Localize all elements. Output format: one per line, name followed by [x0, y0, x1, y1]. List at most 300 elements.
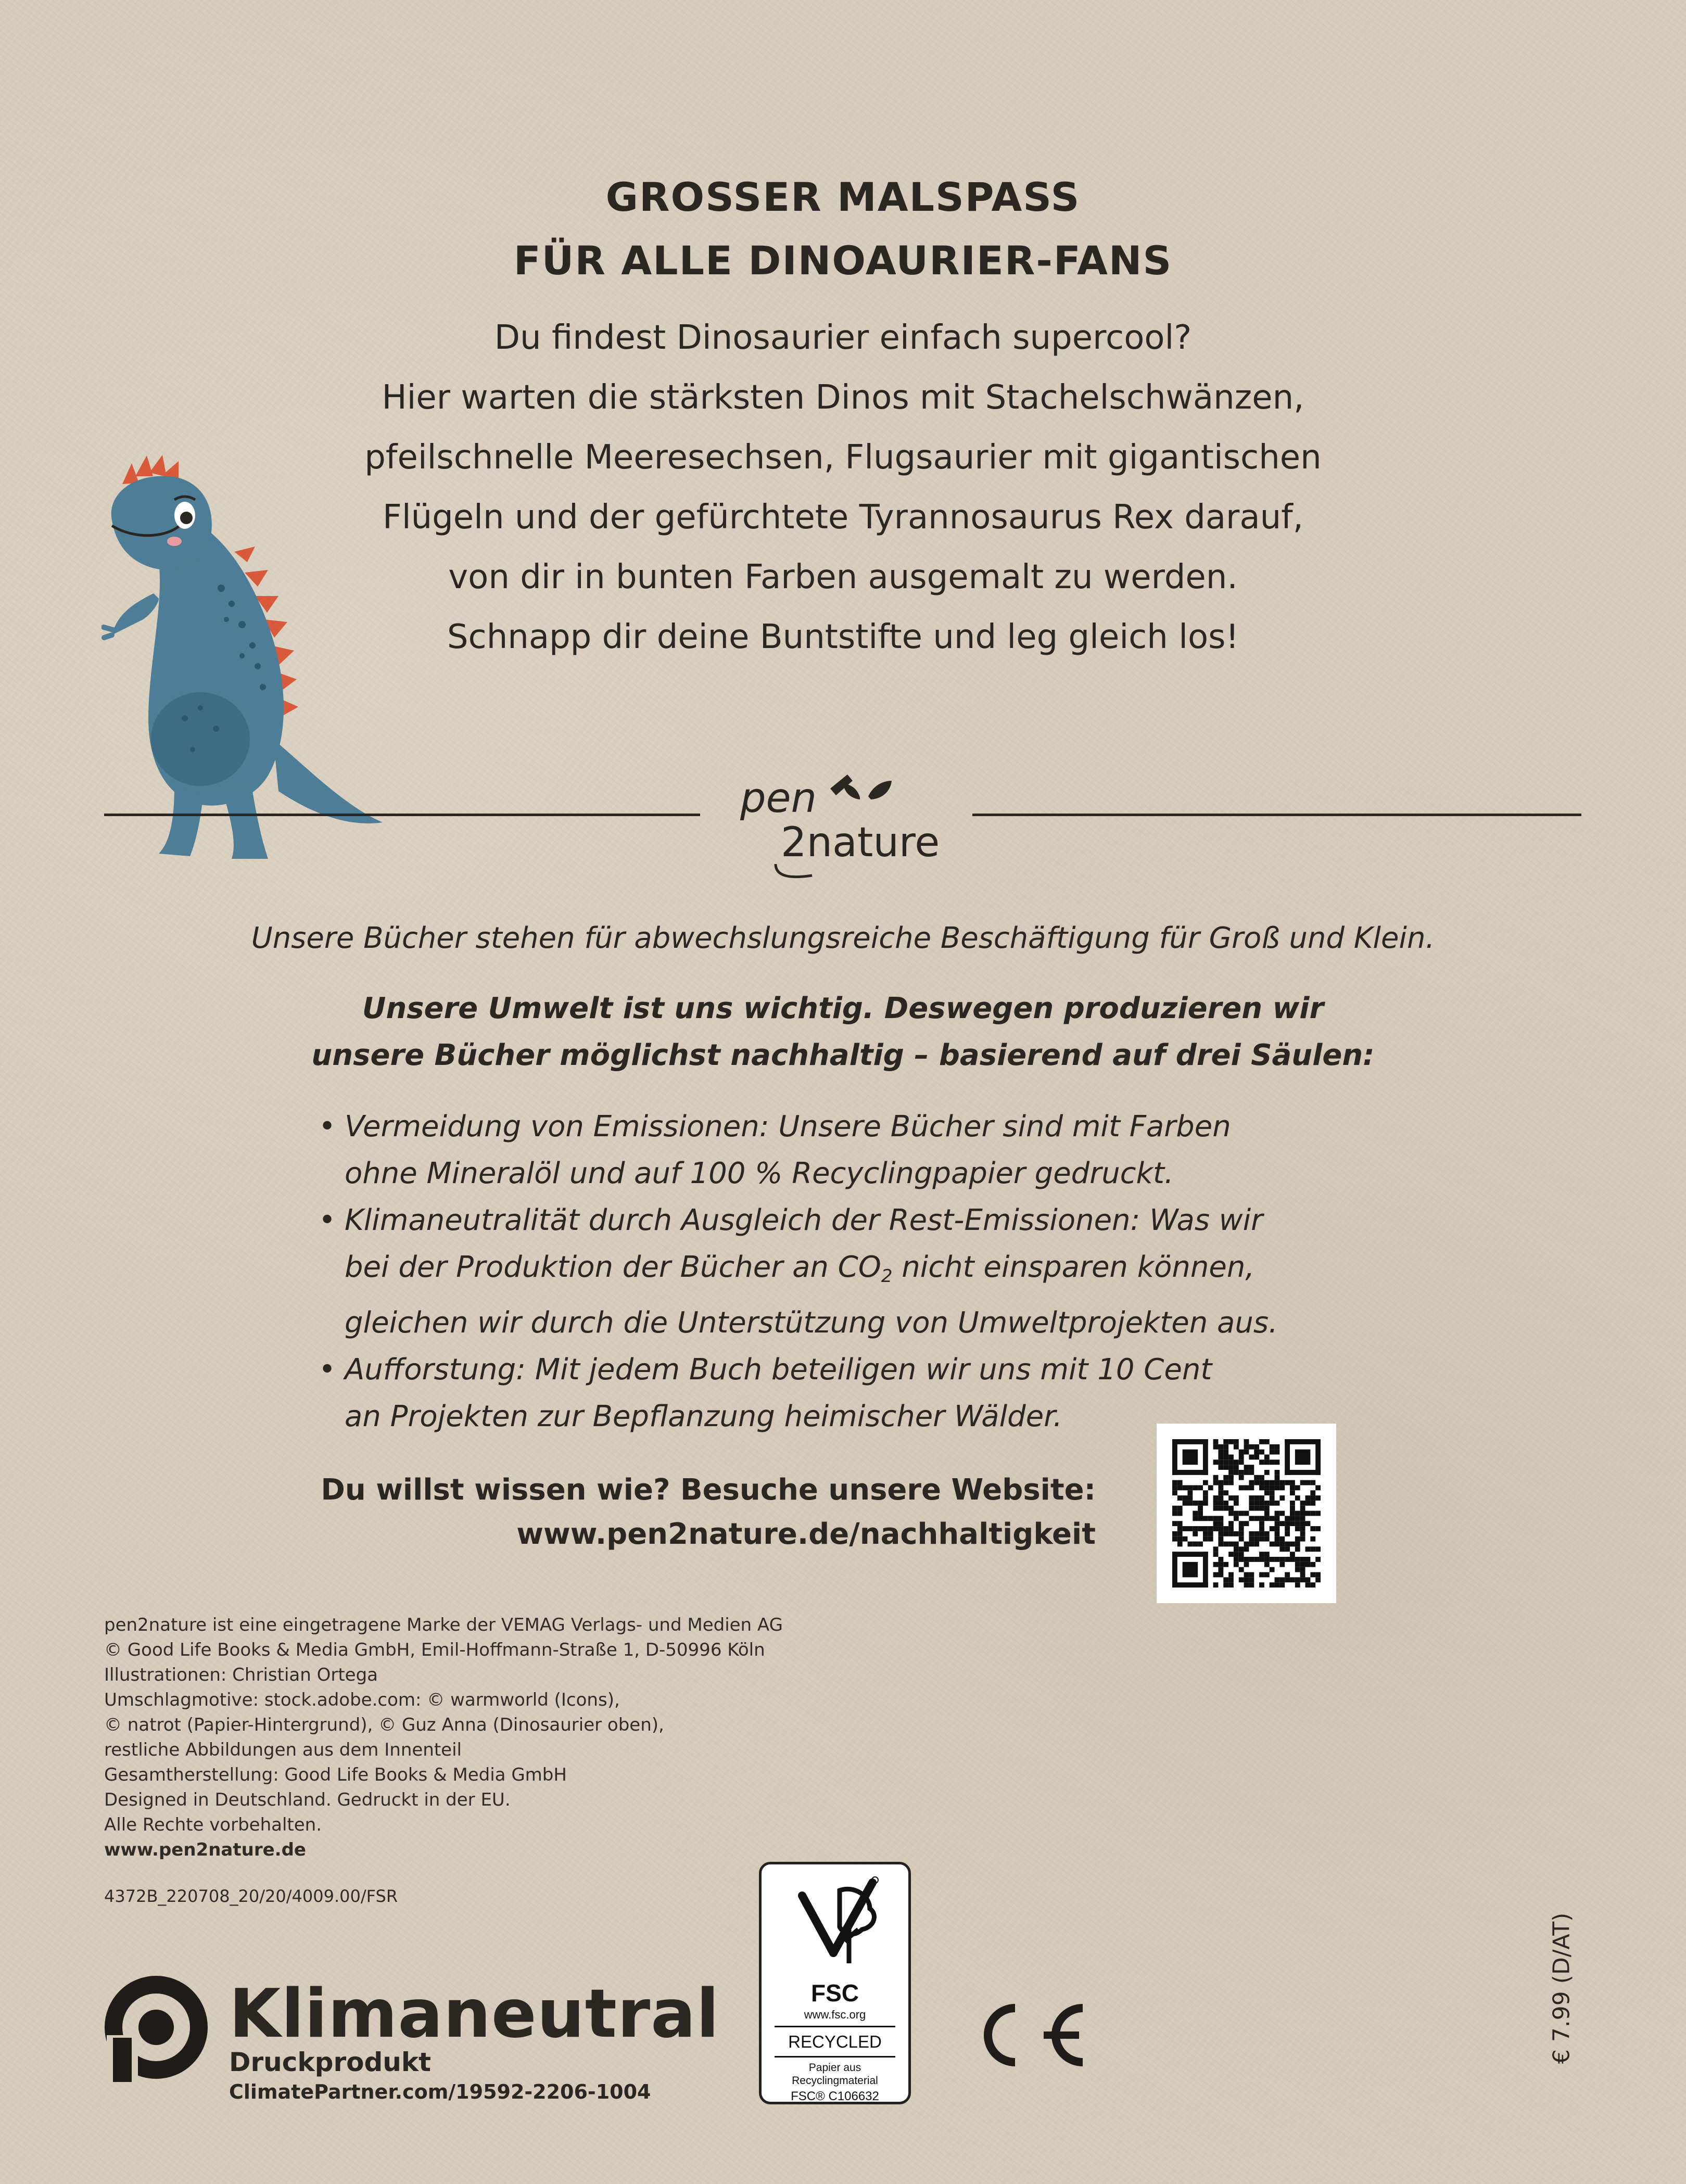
qr-module: [1315, 1577, 1321, 1582]
qr-module: [1244, 1557, 1249, 1562]
qr-module: [1270, 1444, 1275, 1450]
qr-module: [1218, 1516, 1223, 1521]
intro-text: [0, 308, 1686, 667]
qr-module: [1223, 1465, 1228, 1470]
qr-module: [1264, 1485, 1270, 1490]
qr-module: [1223, 1450, 1228, 1455]
qr-module: [1213, 1501, 1219, 1506]
qr-module: [1228, 1475, 1234, 1480]
qr-module: [1249, 1501, 1254, 1506]
qr-module: [1244, 1582, 1249, 1588]
qr-module: [1285, 1557, 1290, 1562]
environment-line: Unsere Umwelt ist uns wichtig. Deswegen produzieren wir: [362, 992, 1324, 1025]
qr-module: [1249, 1542, 1254, 1547]
qr-module: [1239, 1577, 1244, 1582]
qr-module: [1249, 1582, 1254, 1588]
qr-module: [1290, 1552, 1295, 1557]
qr-module: [1295, 1567, 1300, 1572]
qr-module: [1300, 1506, 1305, 1511]
qr-module: [1183, 1450, 1198, 1465]
qr-module: [1305, 1501, 1311, 1506]
qr-module: [1183, 1485, 1188, 1490]
qr-module: [1218, 1495, 1223, 1501]
pillar-text: nicht einsparen können,: [892, 1250, 1255, 1284]
qr-module: [1234, 1552, 1239, 1557]
qr-module: [1275, 1521, 1280, 1526]
imprint-line: Designed in Deutschland. Gedruckt in der EU.: [104, 1789, 511, 1810]
qr-module: [1264, 1501, 1270, 1506]
qr-module: [1254, 1495, 1259, 1501]
qr-module: [1244, 1470, 1249, 1475]
qr-module: [1310, 1572, 1315, 1578]
qr-module: [1223, 1501, 1228, 1506]
qr-module: [1300, 1572, 1305, 1578]
pillar-text: bei der Produktion der Bücher an CO: [345, 1250, 881, 1284]
qr-module: [1223, 1582, 1228, 1588]
qr-module: [1213, 1526, 1219, 1531]
qr-module: [1254, 1531, 1259, 1537]
imprint-website-link[interactable]: www.pen2nature.de: [104, 1839, 306, 1860]
qr-module: [1198, 1542, 1203, 1547]
qr-module: [1279, 1480, 1285, 1485]
qr-module: [1264, 1480, 1270, 1485]
qr-module: [1213, 1582, 1219, 1588]
qr-module: [1270, 1495, 1275, 1501]
qr-module: [1218, 1572, 1223, 1578]
fsc-paper-note: [762, 2061, 908, 2087]
qr-module: [1275, 1542, 1280, 1547]
qr-module: [1275, 1480, 1280, 1485]
qr-module: [1172, 1485, 1177, 1490]
pillar-item: [319, 1197, 1370, 1347]
qr-code[interactable]: [1157, 1424, 1336, 1603]
qr-module: [1270, 1542, 1275, 1547]
qr-module: [1279, 1557, 1285, 1562]
qr-module: [1285, 1521, 1290, 1526]
qr-module: [1223, 1562, 1228, 1567]
qr-module: [1239, 1459, 1244, 1465]
qr-module: [1239, 1470, 1244, 1475]
qr-module: [1239, 1557, 1244, 1562]
qr-module: [1218, 1444, 1223, 1450]
qr-module: [1218, 1501, 1223, 1506]
fsc-license-code: FSC® C106632: [791, 2089, 879, 2103]
qr-module: [1234, 1511, 1239, 1516]
qr-module: [1213, 1439, 1219, 1444]
qr-module: [1249, 1572, 1254, 1578]
qr-module: [1208, 1485, 1213, 1490]
qr-module: [1213, 1521, 1219, 1526]
intro-line: Du findest Dinosaurier einfach supercool?: [494, 319, 1192, 357]
qr-module: [1193, 1511, 1198, 1516]
qr-module: [1239, 1450, 1244, 1455]
qr-module: [1203, 1480, 1208, 1485]
qr-module: [1305, 1495, 1311, 1501]
qr-module: [1264, 1557, 1270, 1562]
qr-module: [1259, 1439, 1264, 1444]
qr-module: [1228, 1454, 1234, 1459]
qr-module: [1254, 1557, 1259, 1562]
qr-module: [1300, 1562, 1305, 1567]
qr-module: [1264, 1439, 1270, 1444]
qr-module: [1223, 1444, 1228, 1450]
qr-module: [1310, 1562, 1315, 1567]
qr-module: [1254, 1475, 1259, 1480]
qr-module: [1270, 1557, 1275, 1562]
qr-module: [1264, 1511, 1270, 1516]
qr-module: [1249, 1516, 1254, 1521]
qr-module: [1234, 1516, 1239, 1521]
qr-module: [1270, 1490, 1275, 1495]
qr-module: [1315, 1495, 1321, 1501]
qr-module: [1223, 1506, 1228, 1511]
qr-module: [1315, 1511, 1321, 1516]
qr-module: [1203, 1439, 1208, 1475]
qr-module: [1300, 1511, 1305, 1516]
qr-module: [1223, 1526, 1228, 1531]
qr-module: [1228, 1521, 1234, 1526]
qr-module: [1213, 1506, 1219, 1511]
qr-module: [1279, 1485, 1285, 1490]
qr-module: [1223, 1577, 1228, 1582]
qr-module: [1275, 1537, 1280, 1542]
qr-module: [1315, 1572, 1321, 1578]
qr-module: [1218, 1490, 1223, 1495]
qr-module: [1249, 1470, 1254, 1475]
qr-module: [1172, 1582, 1208, 1588]
qr-module: [1295, 1516, 1300, 1521]
qr-module: [1275, 1557, 1280, 1562]
qr-module: [1244, 1542, 1249, 1547]
qr-module: [1183, 1526, 1188, 1531]
qr-module: [1198, 1501, 1203, 1506]
qr-module: [1305, 1562, 1311, 1567]
qr-module: [1275, 1501, 1280, 1506]
qr-module: [1249, 1557, 1254, 1562]
qr-module: [1228, 1577, 1234, 1582]
pillar-line: [345, 1244, 1370, 1300]
qr-module: [1193, 1485, 1198, 1490]
qr-module: [1285, 1480, 1290, 1485]
qr-module: [1275, 1485, 1280, 1490]
climate-neutral-title: Klimaneutral: [229, 1975, 720, 2053]
qr-module: [1279, 1542, 1285, 1547]
qr-module: [1223, 1490, 1228, 1495]
qr-module: [1244, 1521, 1249, 1526]
qr-module: [1223, 1480, 1228, 1485]
qr-module: [1187, 1495, 1193, 1501]
qr-module: [1305, 1582, 1311, 1588]
qr-module: [1295, 1485, 1300, 1490]
fsc-recycled-label: RECYCLED: [788, 2032, 882, 2051]
imprint-line: Illustrationen: Christian Ortega: [104, 1665, 378, 1685]
qr-module: [1300, 1557, 1305, 1562]
website-call-to-action: [312, 1468, 1096, 1556]
qr-module: [1264, 1552, 1270, 1557]
qr-module: [1218, 1480, 1223, 1485]
qr-module: [1193, 1531, 1198, 1537]
qr-module: [1310, 1511, 1315, 1516]
qr-module: [1264, 1537, 1270, 1542]
divider-line-right: [972, 814, 1581, 816]
qr-module: [1264, 1572, 1270, 1578]
qr-module: [1228, 1465, 1234, 1470]
pillar-line: an Projekten zur Bepflanzung heimischer Wälder.: [345, 1400, 1062, 1433]
qr-module: [1254, 1501, 1259, 1506]
qr-module: [1208, 1531, 1213, 1537]
qr-module: [1259, 1475, 1264, 1480]
qr-module: [1228, 1582, 1234, 1588]
qr-module: [1270, 1450, 1275, 1455]
qr-module: [1300, 1501, 1305, 1506]
qr-module: [1275, 1450, 1280, 1455]
qr-module: [1203, 1526, 1208, 1531]
qr-module: [1234, 1531, 1239, 1537]
qr-module: [1259, 1516, 1264, 1521]
qr-module: [1244, 1439, 1249, 1444]
qr-module: [1249, 1465, 1254, 1470]
qr-module: [1275, 1526, 1280, 1531]
price-label: [1549, 1874, 1575, 2103]
qr-module: [1275, 1475, 1280, 1480]
qr-module: [1223, 1459, 1228, 1465]
cta-url-link[interactable]: www.pen2nature.de/nachhaltigkeit: [516, 1517, 1096, 1551]
qr-module: [1203, 1537, 1208, 1542]
imprint-line: Umschlagmotive: stock.adobe.com: © warmworld (Icons),: [104, 1690, 620, 1710]
qr-module: [1198, 1506, 1203, 1511]
qr-module: [1177, 1526, 1183, 1531]
qr-module: [1254, 1516, 1259, 1521]
qr-module: [1279, 1562, 1285, 1567]
qr-module: [1239, 1546, 1244, 1552]
qr-module: [1244, 1444, 1249, 1450]
qr-module: [1239, 1552, 1244, 1557]
qr-module: [1239, 1537, 1244, 1542]
qr-module: [1228, 1480, 1234, 1485]
qr-module: [1295, 1450, 1310, 1465]
tagline: Unsere Bücher stehen für abwechslungsreiche Beschäftigung für Groß und Klein.: [251, 921, 1435, 955]
qr-module: [1290, 1506, 1295, 1511]
qr-module: [1187, 1542, 1193, 1547]
qr-module: [1177, 1531, 1183, 1537]
qr-module: [1310, 1582, 1315, 1588]
qr-module: [1239, 1521, 1244, 1526]
qr-module: [1203, 1495, 1208, 1501]
qr-module: [1270, 1480, 1275, 1485]
qr-module: [1295, 1521, 1300, 1526]
article-number: 4372B_220708_20/20/4009.00/FSR: [104, 1886, 398, 1906]
qr-module: [1203, 1552, 1208, 1588]
qr-module: [1172, 1439, 1208, 1444]
qr-module: [1218, 1562, 1223, 1567]
qr-module: [1218, 1485, 1223, 1490]
qr-module: [1285, 1516, 1290, 1521]
qr-module: [1228, 1572, 1234, 1578]
qr-module: [1275, 1459, 1280, 1465]
qr-module: [1244, 1577, 1249, 1582]
qr-module: [1239, 1475, 1244, 1480]
qr-module: [1270, 1459, 1275, 1465]
qr-module: [1295, 1537, 1300, 1542]
qr-module: [1279, 1495, 1285, 1501]
qr-module: [1234, 1542, 1239, 1547]
qr-module: [1213, 1475, 1219, 1480]
qr-module: [1264, 1454, 1270, 1459]
qr-module: [1218, 1557, 1223, 1562]
qr-module: [1244, 1450, 1249, 1455]
qr-module: [1228, 1506, 1234, 1511]
qr-module: [1315, 1439, 1321, 1475]
qr-module: [1223, 1454, 1228, 1459]
qr-module: [1239, 1567, 1244, 1572]
qr-module: [1213, 1552, 1219, 1557]
qr-module: [1285, 1572, 1290, 1578]
qr-module: [1244, 1511, 1249, 1516]
qr-module: [1203, 1531, 1208, 1537]
qr-module: [1290, 1577, 1295, 1582]
qr-module: [1234, 1465, 1239, 1470]
intro-line: Flügeln und der gefürchtete Tyrannosaurus Rex darauf,: [383, 498, 1303, 537]
qr-module: [1305, 1546, 1311, 1552]
qr-module: [1198, 1511, 1203, 1516]
qr-module: [1310, 1546, 1315, 1552]
qr-module: [1177, 1521, 1183, 1526]
qr-module: [1172, 1552, 1177, 1588]
qr-module: [1270, 1567, 1275, 1572]
qr-module: [1223, 1531, 1228, 1537]
qr-module: [1270, 1582, 1275, 1588]
qr-module: [1203, 1516, 1208, 1521]
qr-module: [1275, 1511, 1280, 1516]
qr-module: [1295, 1562, 1300, 1567]
qr-module: [1249, 1495, 1254, 1501]
qr-module: [1259, 1552, 1264, 1557]
qr-module: [1234, 1439, 1239, 1444]
co2-subscript: 2: [881, 1266, 893, 1287]
qr-module: [1300, 1480, 1305, 1485]
qr-module: [1218, 1506, 1223, 1511]
qr-module: [1300, 1526, 1305, 1531]
qr-module: [1300, 1567, 1305, 1572]
pillar-line: • Vermeidung von Emissionen: Unsere Bücher sind mit Farben: [345, 1110, 1231, 1144]
pencil-leaf-icon: [830, 774, 892, 799]
qr-module: [1295, 1546, 1300, 1552]
qr-module: [1310, 1526, 1315, 1531]
qr-module: [1203, 1490, 1208, 1495]
qr-module: [1249, 1480, 1254, 1485]
fsc-paper-line: Recyclingmaterial: [792, 2075, 878, 2087]
qr-module: [1295, 1495, 1300, 1501]
qr-module: [1213, 1572, 1219, 1578]
qr-code-pattern: [1172, 1439, 1321, 1588]
qr-module: [1285, 1439, 1321, 1444]
qr-module: [1213, 1516, 1219, 1521]
logo-text-top: pen: [740, 775, 817, 822]
qr-module: [1208, 1526, 1213, 1531]
qr-module: [1218, 1526, 1223, 1531]
qr-module: [1275, 1444, 1280, 1450]
qr-module: [1228, 1459, 1234, 1465]
qr-module: [1223, 1475, 1228, 1480]
qr-module: [1218, 1542, 1223, 1547]
qr-module: [1259, 1495, 1264, 1501]
intro-line: Hier warten die stärksten Dinos mit Stachelschwänzen,: [382, 378, 1304, 417]
qr-module: [1259, 1501, 1264, 1506]
qr-module: [1310, 1501, 1315, 1506]
qr-module: [1249, 1485, 1254, 1490]
qr-module: [1305, 1577, 1311, 1582]
qr-module: [1259, 1531, 1264, 1537]
qr-module: [1275, 1582, 1280, 1588]
qr-module: [1270, 1516, 1275, 1521]
qr-module: [1172, 1521, 1177, 1526]
qr-module: [1259, 1572, 1264, 1578]
qr-module: [1295, 1542, 1300, 1547]
qr-module: [1234, 1557, 1239, 1562]
qr-module: [1264, 1490, 1270, 1495]
qr-module: [1234, 1444, 1239, 1450]
qr-module: [1183, 1495, 1188, 1501]
qr-module: [1218, 1459, 1223, 1465]
qr-module: [1300, 1531, 1305, 1537]
qr-module: [1239, 1454, 1244, 1459]
qr-module: [1177, 1506, 1183, 1511]
qr-module: [1187, 1501, 1193, 1506]
qr-module: [1305, 1521, 1311, 1526]
environment-statement: [0, 985, 1686, 1079]
qr-module: [1177, 1480, 1183, 1485]
qr-module: [1218, 1521, 1223, 1526]
qr-module: [1228, 1511, 1234, 1516]
qr-module: [1300, 1521, 1305, 1526]
climate-partner-icon: [102, 1973, 211, 2082]
qr-module: [1213, 1546, 1219, 1552]
qr-module: [1172, 1480, 1177, 1485]
qr-module: [1259, 1480, 1264, 1485]
ce-mark-icon: [960, 1999, 1091, 2072]
qr-module: [1244, 1485, 1249, 1490]
qr-module: [1290, 1485, 1295, 1490]
qr-module: [1234, 1562, 1239, 1567]
qr-module: [1223, 1542, 1228, 1547]
qr-module: [1249, 1577, 1254, 1582]
qr-module: [1223, 1439, 1228, 1444]
qr-module: [1218, 1454, 1223, 1459]
qr-module: [1172, 1490, 1177, 1495]
qr-module: [1310, 1537, 1315, 1542]
climate-neutral-subtitle: Druckprodukt: [229, 2047, 431, 2077]
qr-module: [1213, 1495, 1219, 1501]
headline-line-1: GROSSER MALSPASS: [605, 174, 1081, 220]
qr-module: [1275, 1577, 1280, 1582]
qr-module: [1228, 1470, 1234, 1475]
qr-module: [1285, 1542, 1290, 1547]
qr-module: [1290, 1542, 1295, 1547]
qr-module: [1264, 1531, 1270, 1537]
qr-module: [1193, 1501, 1198, 1506]
qr-module: [1234, 1495, 1239, 1501]
qr-module: [1249, 1444, 1254, 1450]
qr-module: [1187, 1526, 1193, 1531]
qr-module: [1218, 1567, 1223, 1572]
qr-module: [1249, 1531, 1254, 1537]
qr-module: [1295, 1577, 1300, 1582]
qr-module: [1264, 1506, 1270, 1511]
qr-module: [1172, 1439, 1177, 1475]
climate-partner-link[interactable]: ClimatePartner.com/19592-2206-1004: [229, 2080, 651, 2103]
pillar-item: [319, 1103, 1370, 1197]
fsc-divider: [775, 2026, 895, 2027]
